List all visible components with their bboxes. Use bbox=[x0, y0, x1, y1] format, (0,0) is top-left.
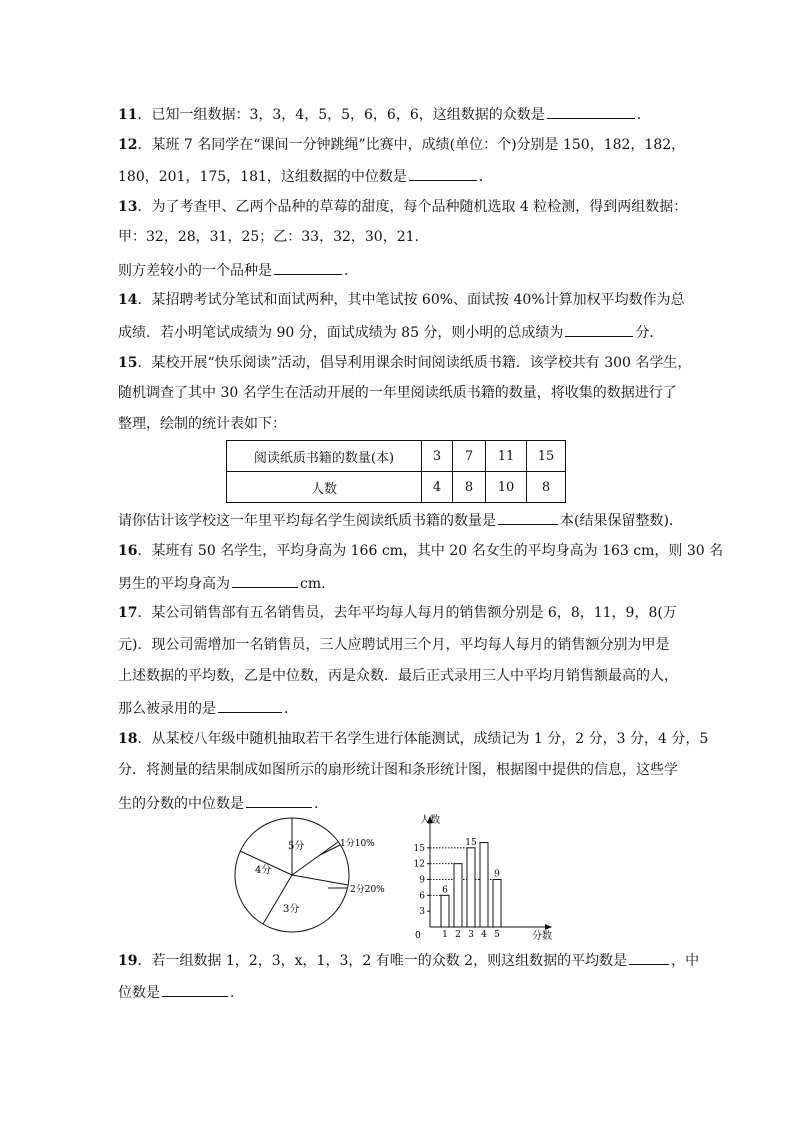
question-15-line-2 bbox=[118, 384, 677, 402]
answer-blank[interactable] bbox=[246, 793, 312, 808]
question-16 bbox=[118, 542, 723, 560]
question-text: 那么被录用的是 bbox=[118, 701, 216, 717]
question-text: 元)．现公司需增加一名销售员，三人应聘试用三个月，平均每人每月的销售额分别为甲是 bbox=[118, 637, 670, 653]
pie-divider bbox=[263, 875, 292, 924]
y-tick-label: 12 bbox=[413, 859, 425, 870]
question-17-line-4 bbox=[118, 698, 298, 718]
question-12-line-2 bbox=[118, 166, 493, 186]
y-tick-label: 15 bbox=[413, 843, 425, 854]
question-text: 180，201，175，181，这组数据的中位数是 bbox=[118, 169, 407, 185]
question-end: cm. bbox=[300, 576, 326, 592]
question-end: ． bbox=[478, 169, 493, 185]
question-end: ． bbox=[284, 701, 298, 717]
question-12 bbox=[118, 136, 685, 154]
answer-blank[interactable] bbox=[547, 104, 635, 119]
question-text: ．某班 7 名同学在“课间一分钟跳绳”比赛中，成绩(单位：个)分别是 150，182，182， bbox=[137, 137, 686, 153]
question-14-line-2 bbox=[118, 322, 663, 342]
table-row bbox=[227, 472, 566, 503]
question-16-line-2 bbox=[118, 573, 326, 593]
answer-blank[interactable] bbox=[629, 950, 669, 965]
table-cell: 8 bbox=[453, 472, 486, 503]
question-text: ．从某校八年级中随机抽取若干名学生进行体能测试，成绩记为 1 分，2 分，3 分，4 分，5 bbox=[137, 731, 709, 747]
origin-label: 0 bbox=[415, 931, 421, 941]
question-19-line-2 bbox=[118, 982, 244, 1002]
question-number: 17 bbox=[118, 605, 138, 621]
pie-chart bbox=[230, 815, 400, 945]
question-end: ． bbox=[314, 796, 328, 812]
question-number: 16 bbox=[118, 543, 138, 559]
question-text: ．某班有 50 名学生，平均身高为 166 cm，其中 20 名女生的平均身高为 163 cm，则 30 名 bbox=[137, 543, 724, 559]
question-15-line-4 bbox=[118, 510, 683, 530]
table-cell: 7 bbox=[453, 441, 486, 472]
pie-label-5: 5分 bbox=[288, 841, 305, 852]
question-end: 本(结果保留整数)． bbox=[560, 513, 683, 529]
bar-chart bbox=[398, 810, 568, 945]
question-text: 随机调查了其中 30 名学生在活动开展的一年里阅读纸质书籍的数量，将收集的数据进行了 bbox=[118, 385, 677, 401]
question-11 bbox=[118, 104, 651, 124]
pie-label-4: 4分 bbox=[255, 865, 272, 876]
data-label: 15 bbox=[465, 837, 477, 848]
x-tick-label: 2 bbox=[455, 930, 461, 940]
question-text: ．已知一组数据：3，3，4，5，5，6，6，6，这组数据的众数是 bbox=[137, 107, 545, 123]
question-text: 甲：32，28，31，25；乙：33，32，30，21. bbox=[118, 229, 419, 245]
answer-blank[interactable] bbox=[409, 166, 477, 181]
answer-blank[interactable] bbox=[232, 573, 298, 588]
data-label: 9 bbox=[494, 869, 500, 880]
question-text: 男生的平均身高为 bbox=[118, 576, 230, 592]
question-18-line-3 bbox=[118, 793, 328, 813]
pie-divider bbox=[292, 875, 348, 885]
bar-3 bbox=[467, 848, 475, 927]
question-text: 上述数据的平均数，乙是中位数，丙是众数．最后正式录用三人中平均月销售额最高的人， bbox=[118, 668, 678, 684]
question-text: 整理，绘制的统计表如下： bbox=[118, 416, 286, 432]
bar-1 bbox=[441, 895, 449, 927]
bar-2 bbox=[454, 864, 462, 927]
question-text: 成绩．若小明笔试成绩为 90 分，面试成绩为 85 分，则小明的总成绩为 bbox=[118, 325, 564, 341]
answer-blank[interactable] bbox=[498, 510, 558, 525]
question-17 bbox=[118, 604, 677, 622]
question-14 bbox=[118, 291, 685, 309]
question-number: 18 bbox=[118, 731, 138, 747]
question-text: 生的分数的中位数是 bbox=[118, 796, 244, 812]
question-text: ，中 bbox=[671, 953, 700, 969]
question-17-line-2 bbox=[118, 636, 669, 654]
table-header-cell: 人数 bbox=[227, 472, 422, 503]
question-text: 分．将测量的结果制成如图所示的扇形统计图和条形统计图，根据图中提供的信息，这些学 bbox=[118, 762, 678, 778]
x-tick-label: 5 bbox=[494, 930, 500, 940]
question-text: ．某校开展“快乐阅读”活动，倡导利用课余时间阅读纸质书籍．该学校共有 300 名学生， bbox=[137, 355, 692, 371]
table-cell: 10 bbox=[486, 472, 527, 503]
y-tick-label: 6 bbox=[419, 891, 425, 902]
question-13 bbox=[118, 198, 687, 216]
question-18 bbox=[118, 730, 708, 748]
question-number: 15 bbox=[118, 355, 138, 371]
question-end: 分． bbox=[635, 325, 664, 341]
question-text: ．为了考查甲、乙两个品种的草莓的甜度，每个品种随机选取 4 粒检测，得到两组数据： bbox=[137, 199, 688, 215]
question-13-line-3 bbox=[118, 260, 358, 280]
x-tick-label: 4 bbox=[481, 930, 487, 940]
question-text: ．若一组数据 1，2，3，x，1，3，2 有唯一的众数 2，则这组数据的平均数是 bbox=[137, 953, 628, 969]
question-19 bbox=[118, 950, 699, 970]
x-axis-arrow-icon bbox=[545, 924, 552, 930]
pie-leader-line bbox=[320, 845, 340, 855]
question-text: 则方差较小的一个品种是 bbox=[118, 263, 272, 279]
question-number: 19 bbox=[118, 953, 138, 969]
data-label: 6 bbox=[442, 885, 448, 896]
answer-blank[interactable] bbox=[565, 322, 633, 337]
table-row bbox=[227, 441, 566, 472]
question-text: ．某招聘考试分笔试和面试两种，其中笔试按 60%、面试按 40%计算加权平均数作为总 bbox=[137, 292, 685, 308]
table-cell: 3 bbox=[422, 441, 453, 472]
y-tick-label: 9 bbox=[419, 875, 425, 886]
question-13-line-2 bbox=[118, 228, 419, 246]
pie-label-1: 1分10% bbox=[340, 839, 375, 849]
table-cell: 8 bbox=[527, 472, 566, 503]
answer-blank[interactable] bbox=[274, 260, 342, 275]
statistics-table bbox=[226, 440, 566, 503]
y-axis-label: 人数 bbox=[420, 815, 440, 826]
bar-4 bbox=[480, 843, 488, 927]
question-text: 位数是 bbox=[118, 985, 160, 1001]
question-17-line-3 bbox=[118, 667, 678, 685]
y-tick-label: 3 bbox=[419, 907, 425, 918]
question-number: 13 bbox=[118, 199, 138, 215]
x-tick-label: 1 bbox=[442, 930, 448, 940]
question-number: 14 bbox=[118, 292, 138, 308]
question-18-line-2 bbox=[118, 761, 678, 779]
answer-blank[interactable] bbox=[162, 982, 228, 997]
question-15 bbox=[118, 354, 691, 372]
pie-label-3: 3分 bbox=[283, 904, 300, 915]
table-header-cell: 阅读纸质书籍的数量(本) bbox=[227, 441, 422, 472]
table-cell: 4 bbox=[422, 472, 453, 503]
bar-5 bbox=[493, 880, 501, 928]
pie-label-2: 2分20% bbox=[350, 885, 385, 895]
table-cell: 15 bbox=[527, 441, 566, 472]
question-text: ．某公司销售部有五名销售员，去年平均每人每月的销售额分别是 6，8，11，9，8(万 bbox=[137, 605, 677, 621]
question-number: 12 bbox=[118, 137, 138, 153]
question-15-line-3 bbox=[118, 415, 286, 433]
question-end: ． bbox=[636, 107, 651, 123]
answer-blank[interactable] bbox=[218, 698, 282, 713]
x-axis-label: 分数 bbox=[532, 931, 552, 942]
table-cell: 11 bbox=[486, 441, 527, 472]
x-tick-label: 3 bbox=[468, 930, 474, 940]
question-end: ． bbox=[344, 263, 358, 279]
question-end: ． bbox=[230, 985, 244, 1001]
question-text: 请你估计该学校这一年里平均每名学生阅读纸质书籍的数量是 bbox=[118, 513, 496, 529]
question-number: 11 bbox=[118, 107, 138, 123]
